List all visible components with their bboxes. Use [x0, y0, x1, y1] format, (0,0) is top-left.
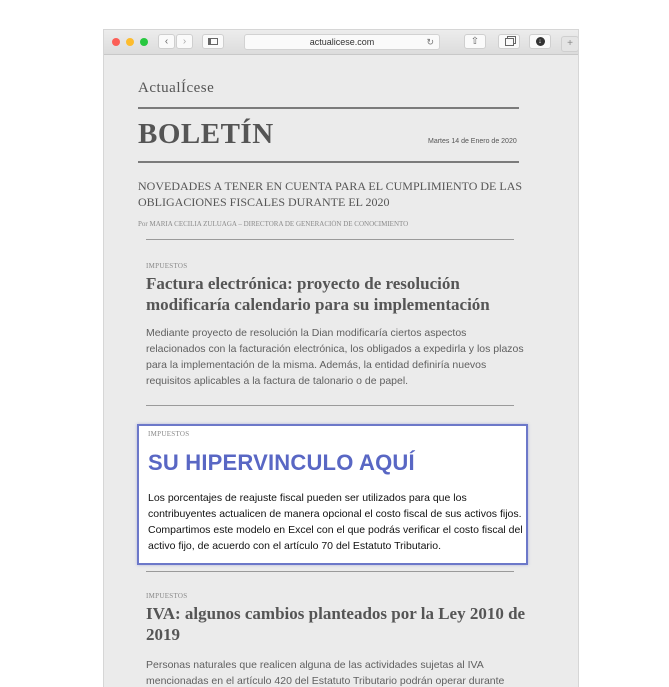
- minimize-window-button[interactable]: [126, 38, 134, 46]
- reload-icon[interactable]: ↻: [426, 37, 434, 47]
- plus-icon: +: [567, 38, 573, 49]
- article-section: IMPUESTOS: [146, 262, 188, 270]
- close-window-button[interactable]: [112, 38, 120, 46]
- article-summary: Los porcentajes de reajuste fiscal pueden ser utilizados para que los contribuyentes actualicen de manera opcional el costo fiscal de sus activos fijos. Compartimos este modelo en Excel con el que podrás verificar el costo fiscal del activo fijo, de acuerdo con el artículo 70 del Estatuto Tributario.: [148, 492, 523, 552]
- hyperlink-placeholder[interactable]: SU HIPERVINCULO AQUÍ: [148, 450, 415, 475]
- share-button[interactable]: [464, 34, 486, 49]
- downloads-button[interactable]: [529, 34, 551, 49]
- back-button[interactable]: [158, 34, 175, 49]
- browser-window: [104, 30, 578, 687]
- article-section: IMPUESTOS: [148, 430, 190, 438]
- new-tab-button[interactable]: [561, 36, 578, 52]
- divider: [146, 571, 514, 572]
- divider: [146, 405, 514, 406]
- article-summary: Personas naturales que realicen alguna de las actividades sujetas al IVA mencionadas en el artículo 420 del Estatuto Tributario podrán operar durante: [146, 659, 505, 687]
- newsletter-headline: NOVEDADES A TENER EN CUENTA PARA EL CUMPLIMIENTO DE LAS OBLIGACIONES FISCALES DURANTE EL 2020: [138, 179, 523, 209]
- byline: Por MARIA CECILIA ZULUAGA – DIRECTORA DE GENERACIÓN DE CONOCIMIENTO: [138, 220, 409, 228]
- article-title-link[interactable]: Factura electrónica: proyecto de resolución modificaría calendario para su implementación: [146, 274, 490, 314]
- share-icon: ⇧: [470, 35, 480, 47]
- divider: [138, 107, 519, 109]
- forward-button[interactable]: [176, 34, 193, 49]
- browser-toolbar: [104, 30, 578, 55]
- tabs-icon: [505, 38, 514, 46]
- zoom-window-button[interactable]: [140, 38, 148, 46]
- chevron-left-icon: ‹: [164, 35, 169, 47]
- chevron-right-icon: ›: [182, 35, 187, 47]
- issue-date: Martes 14 de Enero de 2020: [428, 138, 517, 145]
- download-icon: ↓: [536, 37, 545, 46]
- divider: [138, 161, 519, 163]
- url-text: actualicese.com: [309, 37, 375, 47]
- page-title: BOLETÍN: [138, 118, 274, 150]
- highlighted-article: [137, 424, 528, 565]
- article-summary: Mediante proyecto de resolución la Dian modificaría ciertos aspectos relacionados con la facturación electrónica, los obligados a expedirla y los plazos para la implementación de la misma. Además, la entidad definiría nuevos requisitos aplicables a la factura de talonario o de papel.: [146, 327, 524, 387]
- brand-name: ActualÍcese: [138, 80, 215, 96]
- article-title-link[interactable]: IVA: algunos cambios planteados por la Ley 2010 de 2019: [146, 604, 526, 644]
- divider: [146, 239, 514, 240]
- sidebar-button[interactable]: [202, 34, 224, 49]
- tabs-button[interactable]: [498, 34, 520, 49]
- article-section: IMPUESTOS: [146, 592, 188, 600]
- address-bar[interactable]: [244, 34, 440, 50]
- sidebar-icon: [208, 38, 218, 45]
